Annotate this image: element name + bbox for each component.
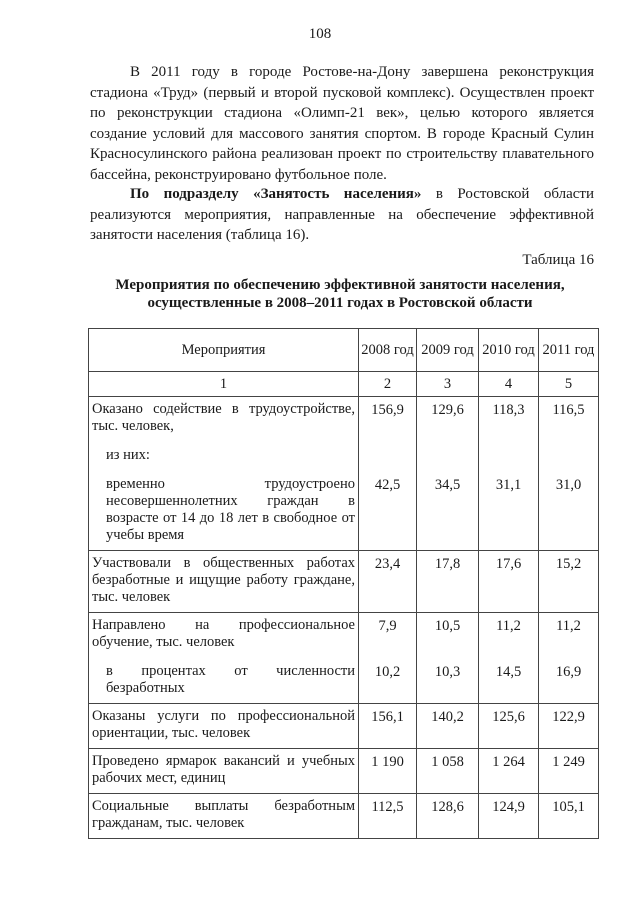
- value-cell: [417, 551, 479, 613]
- measure-label: Оказано содействие в трудоустройстве, тыс. человек,: [92, 401, 355, 434]
- value-cell: [539, 551, 599, 613]
- value: 1 249: [552, 753, 585, 770]
- value-cell: [359, 704, 417, 749]
- table-row: [89, 794, 599, 839]
- table-row: [89, 613, 599, 704]
- measure-cell: [89, 794, 359, 839]
- value: 156,9: [371, 401, 404, 418]
- value-cell: [359, 551, 417, 613]
- table-row: [89, 397, 599, 551]
- table-row: [89, 551, 599, 613]
- value: 1 190: [371, 753, 404, 770]
- value-cell: [479, 749, 539, 794]
- measure-cell: [89, 613, 359, 704]
- value-cell: [359, 397, 417, 551]
- value-cell: [417, 794, 479, 839]
- value-cell: [417, 613, 479, 704]
- value-cell: [359, 749, 417, 794]
- column-number: 1: [89, 372, 359, 397]
- value: 17,6: [495, 555, 522, 572]
- value-cell: [539, 613, 599, 704]
- value: 105,1: [552, 798, 585, 815]
- value-cell: [359, 613, 417, 704]
- value: 31,0: [555, 476, 582, 493]
- value-cell: [417, 749, 479, 794]
- column-numbers-row: [89, 372, 599, 397]
- value: 116,5: [552, 401, 585, 418]
- measure-label: Направлено на профессиональное обучение, тыс. человек: [92, 617, 355, 650]
- measure-label: Проведено ярмарок вакансий и учебных рабочих мест, единиц: [92, 753, 355, 786]
- table-body: [89, 397, 599, 839]
- value: 15,2: [555, 555, 582, 572]
- value: 128,6: [431, 798, 464, 815]
- value: 34,5: [434, 476, 461, 493]
- value: 42,5: [374, 476, 401, 493]
- value: 129,6: [431, 401, 464, 418]
- value-cell: [479, 704, 539, 749]
- measure-label: Социальные выплаты безработным гражданам, тыс. человек: [92, 798, 355, 831]
- value: 10,5: [434, 617, 461, 634]
- value-cell: [417, 704, 479, 749]
- value: 112,5: [371, 798, 404, 815]
- value: 10,2: [374, 663, 401, 680]
- value: 124,9: [492, 798, 525, 815]
- table-label: Таблица 16: [522, 252, 594, 268]
- value: 11,2: [556, 617, 581, 634]
- value-cell: [479, 613, 539, 704]
- header-2010: 2010 год: [479, 329, 539, 372]
- value: 11,2: [496, 617, 521, 634]
- header-2009: 2009 год: [417, 329, 479, 372]
- value: 7,9: [378, 617, 397, 634]
- value: 118,3: [492, 401, 525, 418]
- value-cell: [539, 397, 599, 551]
- column-number: 3: [417, 372, 479, 397]
- column-number: 4: [479, 372, 539, 397]
- measure-label: из них:: [106, 447, 150, 463]
- value: 23,4: [374, 555, 401, 572]
- measure-cell: [89, 397, 359, 551]
- table-row: [89, 704, 599, 749]
- column-number: 2: [359, 372, 417, 397]
- value: 140,2: [431, 708, 464, 725]
- value: 14,5: [495, 663, 522, 680]
- value: 1 058: [431, 753, 464, 770]
- value-cell: [359, 794, 417, 839]
- value-cell: [479, 794, 539, 839]
- measure-label: Участвовали в общественных работах безработные и ищущие работу граждане, тыс. человек: [92, 555, 355, 605]
- header-2011: 2011 год: [539, 329, 599, 372]
- value: 31,1: [495, 476, 522, 493]
- header-measures: Мероприятия: [89, 329, 359, 372]
- value: 125,6: [492, 708, 525, 725]
- table-row: [89, 749, 599, 794]
- measure-label: Оказаны услуги по профессиональной ориентации, тыс. человек: [92, 708, 355, 741]
- measure-label: в процентах от численности безработных: [106, 663, 355, 696]
- value-cell: [539, 794, 599, 839]
- paragraph-employment-text: в Ростовской области реализуются мероприятия, направленные на обеспечение эффективной занятости населения (таблица 16).: [90, 186, 594, 244]
- value: 156,1: [371, 708, 404, 725]
- measure-label: временно трудоустроено несовершеннолетних граждан в возрасте от 14 до 18 лет в свободное от учебы время: [106, 476, 355, 543]
- value-cell: [479, 397, 539, 551]
- column-number: 5: [539, 372, 599, 397]
- table-title: Мероприятия по обеспечению эффективной занятости населения, осуществленные в 2008–2011 годах в Ростовской области: [115, 277, 565, 311]
- value: 1 264: [492, 753, 525, 770]
- measure-cell: [89, 551, 359, 613]
- paragraph-stadium-reconstruction: В 2011 году в городе Ростове-на-Дону завершена реконструкция стадиона «Труд» (первый и второй пусковой комплекс). Осуществлен проект по реконструкции стадиона «Олимп-21 век», целью которого является создание условий для массового занятия спортом. В городе Красный Сулин Красносулинского района реализован проект по строительству плавательного бассейна, реконструировано футбольное поле.: [90, 64, 594, 183]
- value: 122,9: [552, 708, 585, 725]
- header-2008: 2008 год: [359, 329, 417, 372]
- value: 10,3: [434, 663, 461, 680]
- employment-measures-table: [88, 328, 599, 839]
- value-cell: [417, 397, 479, 551]
- page-number: 108: [308, 26, 332, 42]
- paragraph-employment-intro: [90, 184, 594, 246]
- measure-cell: [89, 749, 359, 794]
- subsection-title: По подразделу «Занятость населения»: [130, 186, 422, 202]
- value: 17,8: [434, 555, 461, 572]
- value-cell: [539, 704, 599, 749]
- table-header-row: [89, 329, 599, 372]
- value-cell: [479, 551, 539, 613]
- value: 16,9: [555, 663, 582, 680]
- measure-cell: [89, 704, 359, 749]
- value-cell: [539, 749, 599, 794]
